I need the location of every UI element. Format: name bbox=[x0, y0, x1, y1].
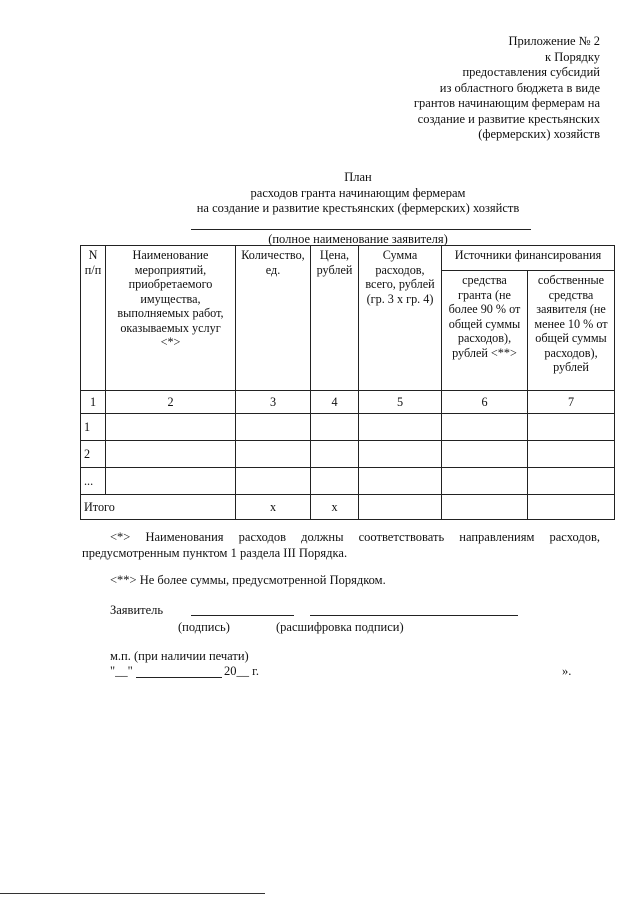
total-price: x bbox=[311, 495, 359, 520]
column-number: 2 bbox=[106, 391, 236, 414]
appendix-line: из областного бюджета в виде bbox=[439, 80, 600, 95]
table-cell bbox=[359, 441, 442, 468]
date-year: 20__ г. bbox=[224, 664, 259, 678]
column-number: 1 bbox=[81, 391, 106, 414]
table-cell bbox=[236, 468, 311, 495]
total-label: Итого bbox=[81, 495, 236, 520]
table-total-row bbox=[81, 495, 615, 520]
table-row bbox=[81, 468, 615, 495]
column-number: 4 bbox=[311, 391, 359, 414]
footnote-2: <**> Не более суммы, предусмотренной Порядком. bbox=[110, 573, 386, 587]
header-sum: Сумма расходов, всего, рублей (гр. 3 x гр. 4) bbox=[359, 246, 442, 391]
header-sources: Источники финансирования bbox=[442, 246, 615, 271]
applicant-name-line bbox=[191, 229, 531, 230]
table-cell bbox=[106, 441, 236, 468]
table-cell bbox=[528, 441, 615, 468]
table-cell bbox=[359, 414, 442, 441]
signature-line bbox=[191, 615, 294, 616]
table-cell bbox=[528, 495, 615, 520]
header-price: Цена, рублей bbox=[311, 246, 359, 391]
table-cell bbox=[359, 495, 442, 520]
table-cell bbox=[311, 468, 359, 495]
table-cell bbox=[236, 414, 311, 441]
plan-title: План bbox=[344, 170, 372, 184]
table-cell bbox=[442, 468, 528, 495]
row-num: 2 bbox=[81, 441, 106, 468]
appendix-line: создание и развитие крестьянских bbox=[417, 111, 600, 126]
column-number: 5 bbox=[359, 391, 442, 414]
closing-quote: ». bbox=[562, 664, 572, 678]
row-num: ... bbox=[81, 468, 106, 495]
appendix-line: грантов начинающим фермерам на bbox=[413, 96, 600, 110]
column-number: 7 bbox=[528, 391, 615, 414]
date-month-line bbox=[136, 677, 222, 678]
appendix-line: предоставления субсидий bbox=[462, 65, 600, 79]
signature-caption: (подпись) bbox=[178, 620, 230, 634]
plan-subtitle: на создание и развитие крестьянских (фермерских) хозяйств bbox=[196, 201, 520, 215]
header-own: собственные средства заявителя (не менее 10 % от общей суммы расходов), рублей bbox=[528, 271, 615, 391]
table-header-row bbox=[81, 246, 615, 271]
bottom-rule bbox=[0, 893, 265, 894]
expense-plan-table bbox=[80, 245, 615, 520]
table-cell bbox=[236, 441, 311, 468]
row-num: 1 bbox=[81, 414, 106, 441]
table-cell bbox=[442, 441, 528, 468]
total-qty: x bbox=[236, 495, 311, 520]
plan-subtitle: расходов гранта начинающим фермерам bbox=[250, 186, 466, 200]
appendix-line: (фермерских) хозяйств bbox=[478, 127, 600, 141]
table-cell bbox=[528, 414, 615, 441]
table-cell bbox=[311, 441, 359, 468]
header-name: Наименование мероприятий, приобретаемого имущества, выполняемых работ, оказываемых услуг <*> bbox=[106, 246, 236, 391]
table-cell bbox=[106, 468, 236, 495]
decode-caption: (расшифровка подписи) bbox=[276, 620, 404, 634]
applicant-label: Заявитель bbox=[110, 603, 164, 617]
table-cell bbox=[311, 414, 359, 441]
column-number: 3 bbox=[236, 391, 311, 414]
table-cell bbox=[359, 468, 442, 495]
table-cell bbox=[528, 468, 615, 495]
table-column-numbers-row bbox=[81, 391, 615, 414]
applicant-caption: (полное наименование заявителя) bbox=[268, 232, 448, 246]
table-row bbox=[81, 441, 615, 468]
stamp-label: м.п. (при наличии печати) bbox=[110, 649, 249, 663]
header-qty: Количество, ед. bbox=[236, 246, 311, 391]
signature-decode-line bbox=[310, 615, 518, 616]
table-row bbox=[81, 414, 615, 441]
date-day: "__" bbox=[110, 664, 133, 678]
appendix-line: к Порядку bbox=[545, 49, 600, 64]
table-cell bbox=[442, 414, 528, 441]
column-number: 6 bbox=[442, 391, 528, 414]
table-cell bbox=[442, 495, 528, 520]
appendix-header bbox=[340, 34, 600, 143]
header-num: N п/п bbox=[81, 246, 106, 391]
table-cell bbox=[106, 414, 236, 441]
header-grant: средства гранта (не более 90 % от общей суммы расходов), рублей <**> bbox=[442, 271, 528, 391]
footnote-1: <*> Наименования расходов должны соответствовать направлениям расходов, предусмотренным пунктом 1 раздела III Порядка. bbox=[82, 530, 600, 560]
appendix-line: Приложение № 2 bbox=[508, 34, 600, 48]
